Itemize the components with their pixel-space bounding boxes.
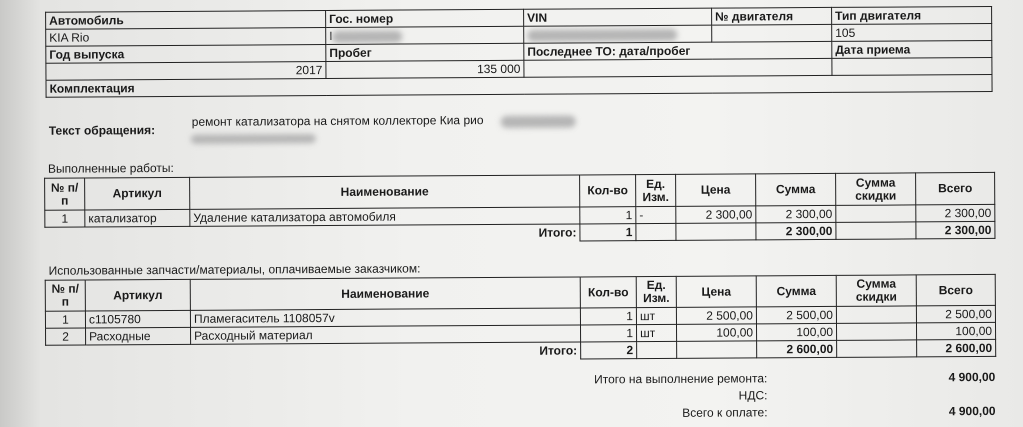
plate-header: Гос. номер — [326, 9, 524, 27]
col-name: Наименование — [190, 175, 580, 209]
date-header: Дата приема — [832, 40, 992, 58]
date-value — [832, 57, 992, 75]
col-price: Цена — [676, 174, 756, 206]
equipment-header: Комплектация — [46, 74, 992, 97]
car-value: KIA Rio — [46, 28, 326, 47]
last-service-header: Последнее ТО: дата/пробег — [524, 41, 832, 60]
engine-type-header: Тип двигателя — [832, 6, 992, 24]
col-qty: Кол-во — [580, 175, 636, 207]
car-header: Автомобиль — [46, 11, 326, 30]
row-total: 2 300,00 — [916, 204, 995, 221]
col-discount: Сумма скидки — [836, 275, 916, 306]
row-qty: 1 — [580, 308, 636, 325]
repair-total-value: 4 900,00 — [948, 369, 996, 385]
row-discount — [836, 306, 916, 323]
col-article: Артикул — [85, 177, 190, 210]
works-table — [44, 172, 995, 245]
parts-total-label: Итого: — [539, 343, 578, 358]
col-num: № п/п — [45, 280, 85, 311]
col-discount: Сумма скидки — [836, 173, 916, 205]
mileage-value: 135 000 — [326, 60, 524, 78]
parts-total-unit — [637, 341, 677, 358]
row-article: катализатор — [85, 209, 190, 227]
col-unit: Ед. Изм. — [636, 174, 676, 206]
repair-total-label: Итого на выполнение ремонта: — [594, 371, 768, 387]
works-title: Выполненные работы: — [47, 160, 174, 176]
pay-total-label: Всего к оплате: — [682, 405, 768, 420]
redacted-plate — [333, 30, 403, 42]
redacted-request — [501, 115, 576, 127]
row-unit: шт — [636, 307, 676, 324]
works-total-price — [676, 223, 756, 240]
row-name: Удаление катализатора автомобиля — [190, 207, 580, 226]
col-total: Всего — [916, 274, 995, 305]
row-num: 1 — [45, 210, 85, 227]
row-sum: 2 300,00 — [756, 205, 836, 222]
col-sum: Сумма — [756, 275, 836, 306]
row-discount — [836, 205, 916, 222]
parts-title: Использованные запчасти/материалы, оплачиваемые заказчиком: — [48, 261, 421, 278]
pay-total-value: 4 900,00 — [948, 403, 996, 419]
redacted-vin — [527, 29, 677, 42]
row-qty: 1 — [580, 207, 636, 224]
works-total-qty: 1 — [580, 224, 636, 241]
year-value: 2017 — [46, 62, 326, 81]
row-name: Пламегаситель 1108057v — [190, 308, 580, 327]
parts-table — [45, 274, 996, 363]
plate-value: I — [326, 26, 524, 44]
works-total-all: 2 300,00 — [916, 221, 995, 238]
works-total-discount — [836, 222, 916, 239]
row-unit: шт — [636, 324, 676, 341]
row-article: Расходные — [86, 327, 191, 345]
row-qty: 1 — [580, 325, 636, 342]
row-name: Расходный материал — [191, 325, 581, 344]
parts-total-qty: 2 — [581, 342, 637, 359]
vat-label: НДС: — [738, 388, 768, 403]
works-total-sum: 2 300,00 — [756, 222, 836, 239]
row-unit: - — [636, 206, 676, 223]
row-total: 100,00 — [916, 322, 995, 339]
col-price: Цена — [676, 276, 756, 307]
col-qty: Кол-во — [580, 277, 636, 308]
row-price: 100,00 — [676, 324, 756, 341]
works-total-unit — [636, 223, 676, 240]
vin-header: VIN — [524, 8, 712, 26]
col-total: Всего — [916, 172, 995, 204]
vin-value — [524, 25, 712, 43]
request-text: ремонт катализатора на снятом коллекторе Киа рио — [191, 113, 484, 129]
row-num: 2 — [46, 328, 86, 345]
row-price: 2 500,00 — [676, 307, 756, 324]
parts-total-all: 2 600,00 — [917, 339, 996, 356]
col-sum: Сумма — [756, 173, 836, 205]
row-sum: 2 500,00 — [756, 306, 836, 323]
engine-no-header: № двигателя — [712, 7, 832, 25]
parts-total-discount — [837, 340, 917, 357]
parts-total-sum: 2 600,00 — [757, 340, 837, 357]
vehicle-table — [45, 6, 993, 98]
col-article: Артикул — [85, 279, 190, 311]
row-article: c1105780 — [85, 310, 190, 328]
row-total: 2 500,00 — [916, 305, 995, 322]
row-sum: 100,00 — [756, 323, 836, 340]
works-total-label: Итого: — [538, 225, 577, 240]
redacted-request-2 — [191, 134, 316, 144]
col-name: Наименование — [190, 277, 580, 310]
last-service-value — [524, 58, 832, 77]
request-label: Текст обращения: — [48, 123, 156, 138]
row-price: 2 300,00 — [676, 206, 756, 223]
parts-total-price — [677, 341, 757, 358]
row-num: 1 — [45, 311, 85, 328]
mileage-header: Пробег — [326, 43, 524, 61]
engine-no-value — [712, 24, 832, 42]
col-num: № п/п — [45, 178, 85, 210]
row-discount — [836, 323, 916, 340]
engine-type-value: 105 — [832, 23, 992, 41]
year-header: Год выпуска — [46, 45, 326, 64]
col-unit: Ед. Изм. — [636, 276, 676, 307]
